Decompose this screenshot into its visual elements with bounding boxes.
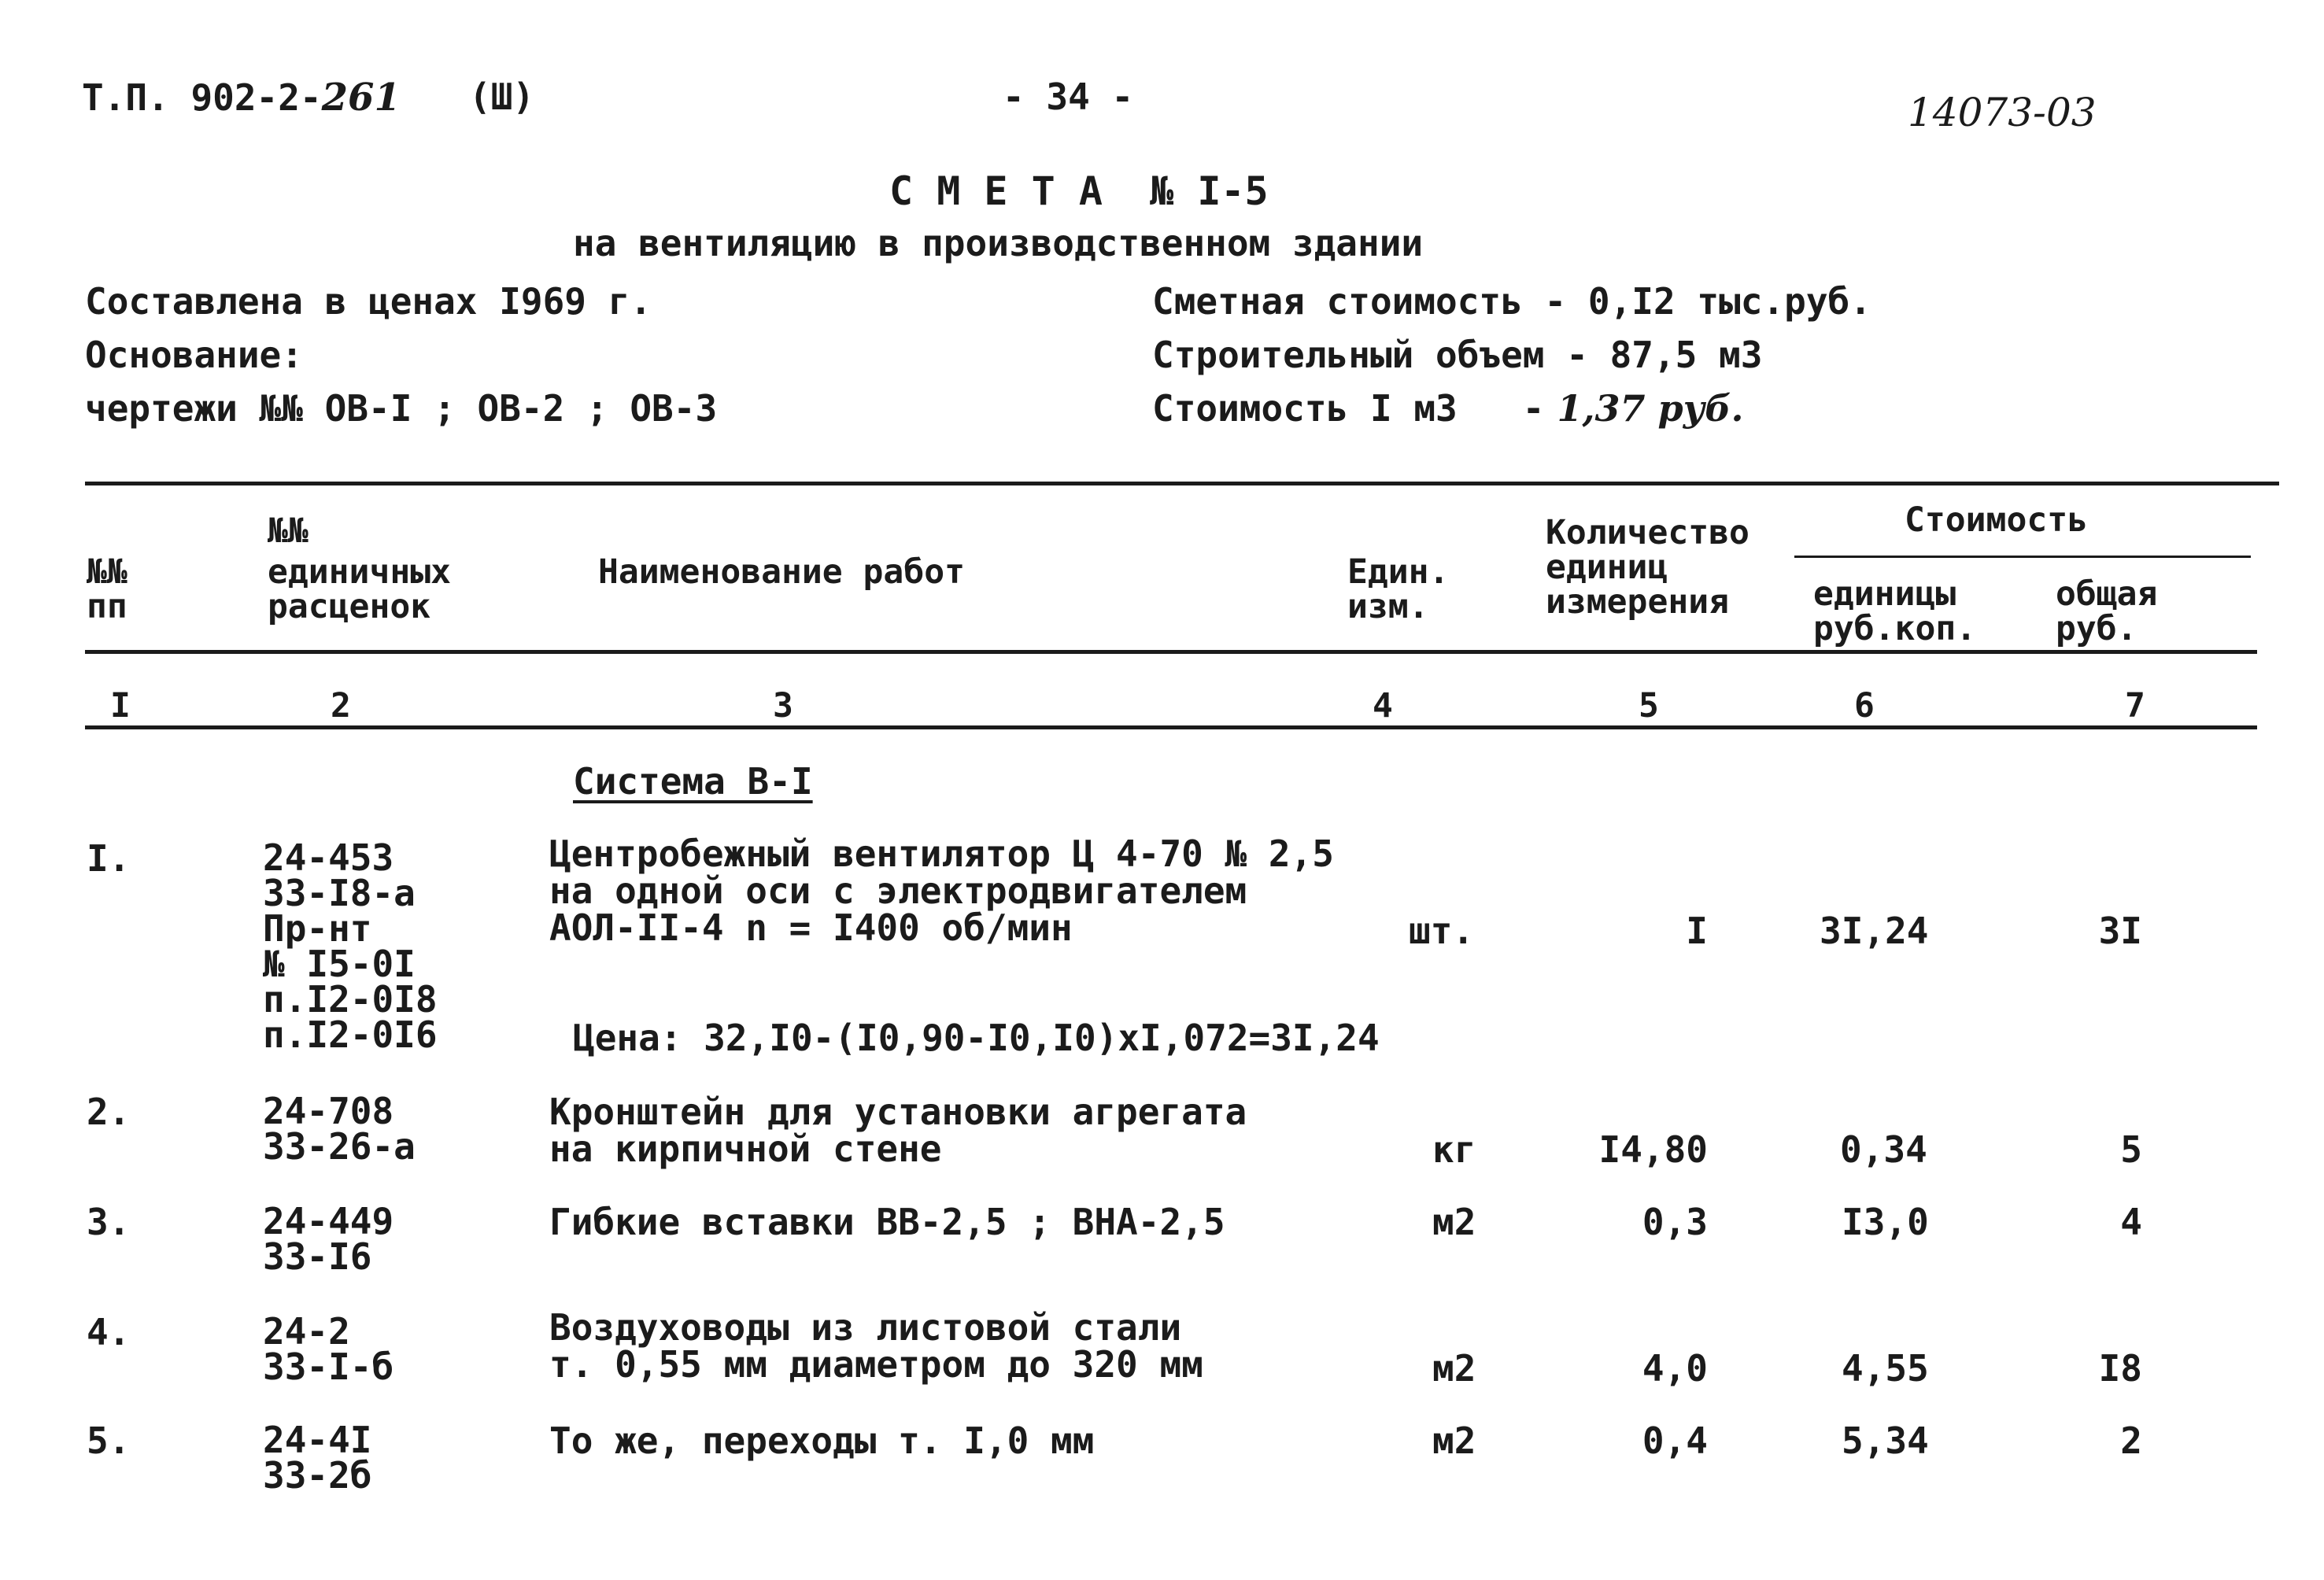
row-unit-cost: 3I,24 xyxy=(1820,910,1929,952)
cost-group-rule xyxy=(1794,556,2251,558)
row-quantity: I4,80 xyxy=(1598,1128,1708,1171)
row-quantity: 0,3 xyxy=(1642,1201,1708,1243)
row-number: 5. xyxy=(87,1419,131,1462)
prices-basis: Составлена в ценах I969 г. xyxy=(85,280,652,323)
row-codes: 24-453 33-I8-а Пр-нт № I5-0I п.I2-0I8 п.I2-0I6 xyxy=(263,836,438,1057)
row-total: 2 xyxy=(2120,1419,2142,1462)
row-work-name: Воздуховоды из листовой стали т. 0,55 мм диаметром до 320 мм xyxy=(549,1306,1203,1386)
row-quantity: 0,4 xyxy=(1642,1419,1708,1462)
row-number: 3. xyxy=(87,1201,131,1243)
archive-number: 14073-03 xyxy=(1908,90,2097,135)
doc-ref-printed: Т.П. 902-2- xyxy=(82,76,322,119)
row-total: 4 xyxy=(2120,1201,2142,1243)
doc-section: (Ш) xyxy=(469,76,535,118)
row-unit: м2 xyxy=(1432,1347,1476,1390)
row-work-name: Кронштейн для установки агрегата на кирпичной стене xyxy=(549,1091,1247,1170)
header-unit: Един. изм. xyxy=(1347,552,1450,626)
column-numbers-rule xyxy=(85,725,2257,729)
column-number: 4 xyxy=(1373,686,1393,725)
page-subtitle: на вентиляцию в производственном здании xyxy=(573,222,1424,264)
row-quantity: 4,0 xyxy=(1642,1347,1708,1390)
row-unit: кг xyxy=(1432,1128,1476,1171)
header-total-cost: общая руб. xyxy=(2056,574,2158,648)
building-volume: Строительный объем - 87,5 м3 xyxy=(1152,334,1763,376)
row-codes: 24-449 33-I6 xyxy=(263,1200,394,1279)
unit-volume-cost-value: 1,37 руб. xyxy=(1557,387,1744,430)
row-work-name: Гибкие вставки ВВ-2,5 ; ВНА-2,5 xyxy=(549,1201,1225,1243)
row-codes: 24-2 33-I-б xyxy=(263,1310,394,1389)
drawings-list: чертежи №№ ОВ-I ; ОВ-2 ; ОВ-3 xyxy=(85,387,718,430)
column-number: 3 xyxy=(773,686,793,725)
page-number: - 34 - xyxy=(1003,76,1134,118)
row-number: I. xyxy=(87,837,131,880)
row-unit: м2 xyxy=(1432,1419,1476,1462)
row-price-note: Цена: 32,I0-(I0,90-I0,I0)хI,072=3I,24 xyxy=(573,1017,1380,1059)
header-unit-cost: единицы руб.коп. xyxy=(1813,574,1977,648)
row-total: 5 xyxy=(2120,1128,2142,1171)
column-number: 7 xyxy=(2125,686,2145,725)
row-unit-cost: I3,0 xyxy=(1842,1201,1929,1243)
unit-volume-cost-label: Стоимость I м3 - xyxy=(1152,387,1545,430)
row-unit-cost: 4,55 xyxy=(1842,1347,1929,1390)
row-codes: 24-708 33-26-а xyxy=(263,1090,416,1168)
doc-ref xyxy=(82,76,401,120)
header-codes: единичных расценок xyxy=(268,552,451,626)
header-bottom-rule xyxy=(85,650,2257,654)
column-number: I xyxy=(110,686,131,725)
row-work-name: То же, переходы т. I,0 мм xyxy=(549,1419,1095,1462)
system-title: Система В-I xyxy=(573,760,813,803)
doc-ref-handwritten: 261 xyxy=(321,76,401,120)
header-cost-group: Стоимость xyxy=(1905,500,2088,540)
unit-volume-cost xyxy=(1152,387,1744,430)
header-codes-mark: №№ xyxy=(268,511,309,551)
row-unit: м2 xyxy=(1432,1201,1476,1243)
row-total: 3I xyxy=(2098,910,2142,952)
row-codes: 24-4I 33-2б xyxy=(263,1419,372,1497)
header-quantity: Количество единиц измерения xyxy=(1546,513,1749,622)
row-number: 2. xyxy=(87,1091,131,1133)
column-number: 2 xyxy=(331,686,351,725)
row-work-name: Центробежный вентилятор Ц 4-70 № 2,5 на одной оси с электродвигателем АОЛ-II-4 n = I400 об/мин xyxy=(549,832,1334,949)
row-total: I8 xyxy=(2098,1347,2142,1390)
estimated-cost: Сметная стоимость - 0,I2 тыс.руб. xyxy=(1152,280,1871,323)
column-number: 5 xyxy=(1639,686,1659,725)
column-number: 6 xyxy=(1854,686,1875,725)
row-unit: шт. xyxy=(1409,910,1475,952)
row-quantity: I xyxy=(1686,910,1708,952)
page-title: С М Е Т А № I-5 xyxy=(889,168,1269,214)
header-row-number: №№ пп xyxy=(87,552,127,626)
table-top-rule xyxy=(85,482,2279,485)
basis-label: Основание: xyxy=(85,334,303,376)
row-number: 4. xyxy=(87,1311,131,1353)
header-work-name: Наименование работ xyxy=(598,552,965,592)
row-unit-cost: 5,34 xyxy=(1842,1419,1929,1462)
row-unit-cost: 0,34 xyxy=(1840,1128,1927,1171)
